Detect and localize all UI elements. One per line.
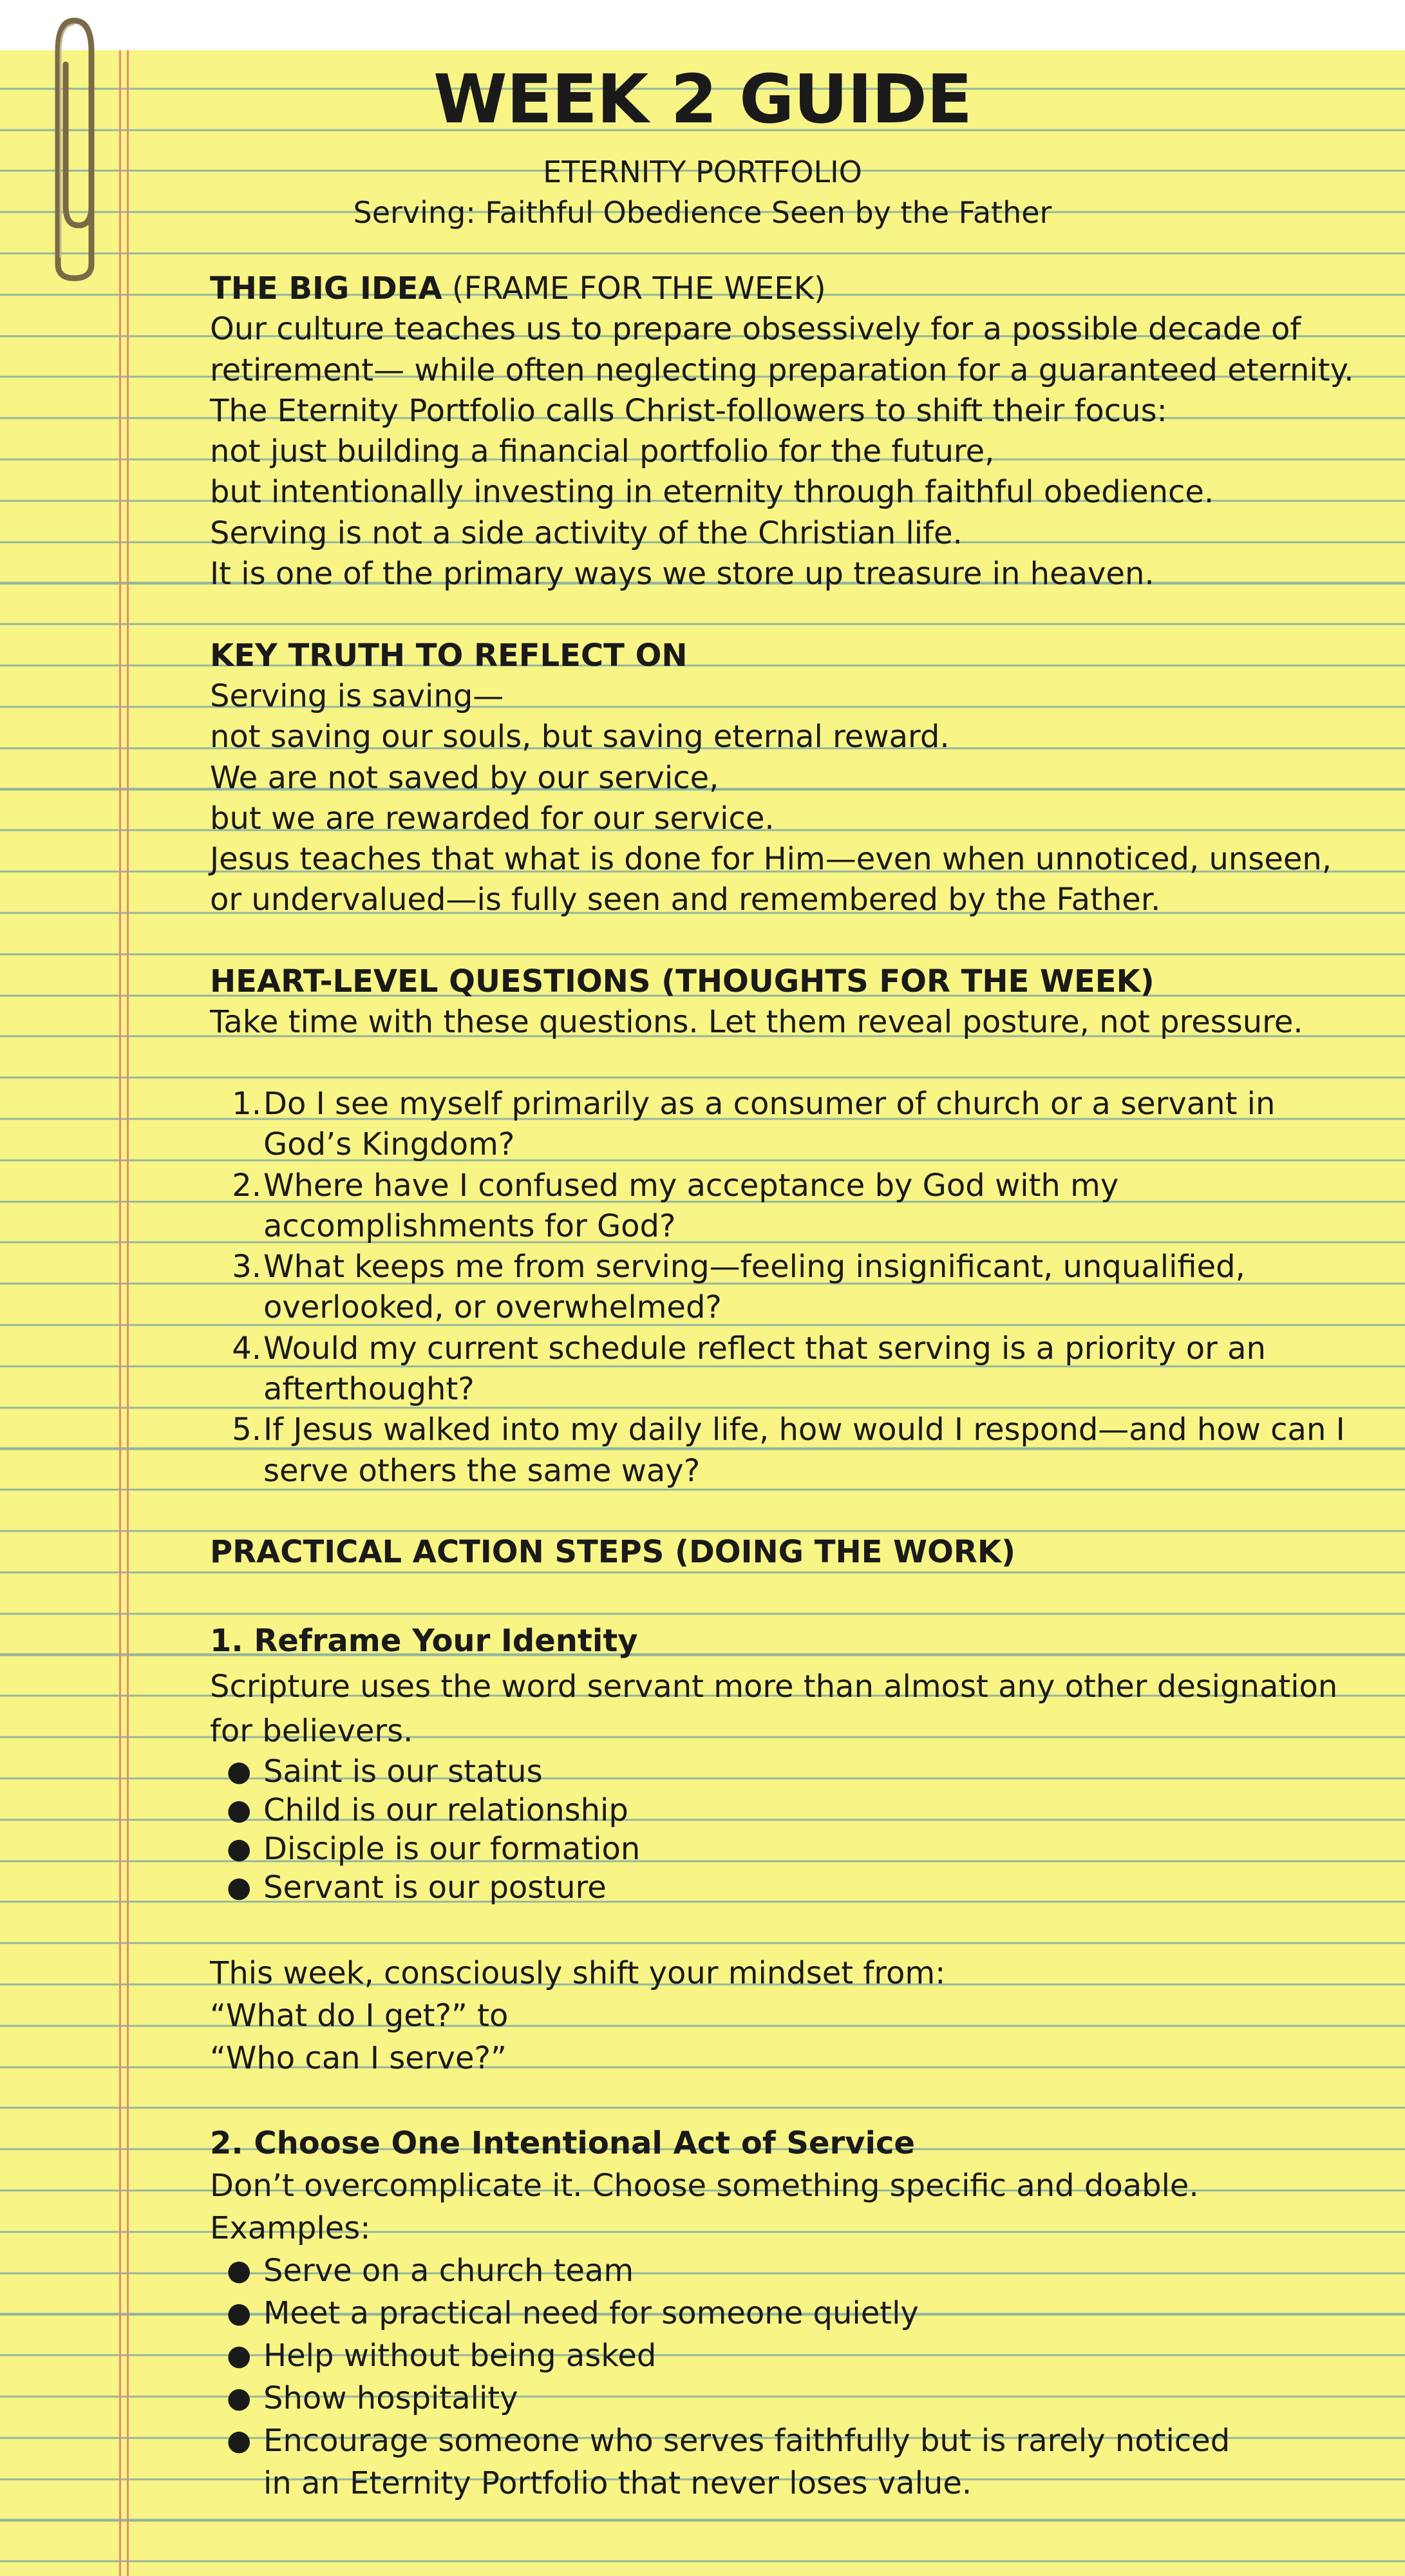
identity-bullet: ● Disciple is our formation — [227, 1830, 641, 1867]
step2-text: Examples: — [210, 2210, 371, 2246]
closing-line: in an Eternity Portfolio that never loses value. — [263, 2465, 972, 2501]
big-idea-heading: THE BIG IDEA (FRAME FOR THE WEEK) — [210, 270, 826, 307]
example-bullet: ● Encourage someone who serves faithfully but is rarely noticed — [227, 2422, 1231, 2459]
step1-text: for believers. — [210, 1712, 413, 1749]
actions-heading: PRACTICAL ACTION STEPS (DOING THE WORK) — [210, 1534, 1015, 1571]
question-item: 3. What keeps me from serving—feeling insignificant, unqualified, overlooked, or overwhelmed? — [232, 1249, 1245, 1326]
question-item: 4. Would my current schedule reflect that serving is a priority or an afterthought? — [232, 1330, 1266, 1408]
example-bullet: ● Meet a practical need for someone quietly — [227, 2295, 919, 2331]
mindset-text: “Who can I serve?” — [210, 2040, 507, 2076]
questions-intro: Take time with these questions. Let them reveal posture, not pressure. — [210, 1004, 1303, 1041]
step1-text: Scripture uses the word servant more than almost any other designation — [210, 1668, 1338, 1705]
mindset-text: “What do I get?” to — [210, 1997, 509, 2034]
question-item: 1. Do I see myself primarily as a consumer of church or a servant in God’s Kingdom? — [232, 1085, 1276, 1163]
big-idea-line: The Eternity Portfolio calls Christ-followers to shift their focus: — [210, 392, 1167, 429]
question-item: 5. If Jesus walked into my daily life, how would I respond—and how can I serve others the same way? — [232, 1412, 1345, 1489]
paperclip-icon — [39, 13, 103, 283]
example-bullet: ● Serve on a church team — [227, 2252, 634, 2289]
identity-bullet: ● Saint is our status — [227, 1753, 543, 1790]
margin-line — [119, 50, 121, 2576]
step2-text: Don’t overcomplicate it. Choose something specific and doable. — [210, 2167, 1199, 2204]
subtitle: ETERNITY PORTFOLIO — [543, 155, 862, 189]
big-idea-line: retirement— while often neglecting preparation for a guaranteed eternity. — [210, 352, 1354, 388]
big-idea-line: not just building a financial portfolio for the future, — [210, 433, 995, 470]
big-idea-line: It is one of the primary ways we store up treasure in heaven. — [210, 556, 1155, 592]
key-truth-line: not saving our souls, but saving eternal reward. — [210, 719, 950, 755]
page-title: WEEK 2 GUIDE — [433, 60, 972, 138]
identity-bullet: ● Servant is our posture — [227, 1869, 607, 1906]
big-idea-line: Serving is not a side activity of the Christian life. — [210, 515, 963, 551]
guide-content — [210, 269, 1369, 2505]
subtitle-topic: Serving: Faithful Obedience Seen by the Father — [353, 195, 1052, 230]
key-truth-line: or undervalued—is fully seen and remembered by the Father. — [210, 882, 1161, 918]
example-bullet: ● Show hospitality — [227, 2380, 518, 2416]
big-idea-line: Our culture teaches us to prepare obsessively for a possible decade of — [210, 311, 1301, 348]
margin-line — [127, 50, 129, 2576]
key-truth-line: We are not saved by our service, — [210, 759, 719, 796]
key-truth-line: but we are rewarded for our service. — [210, 800, 775, 837]
step1-heading: 1. Reframe Your Identity — [210, 1622, 638, 1659]
big-idea-line: but intentionally investing in eternity through faithful obedience. — [210, 474, 1214, 511]
key-truth-heading: KEY TRUTH TO REFLECT ON — [210, 637, 688, 674]
example-bullet: ● Help without being asked — [227, 2337, 657, 2374]
step2-heading: 2. Choose One Intentional Act of Service — [210, 2125, 915, 2161]
question-item: 2. Where have I confused my acceptance by God with my accomplishments for God? — [232, 1167, 1119, 1244]
key-truth-line: Jesus teaches that what is done for Him—even when unnoticed, unseen, — [210, 841, 1332, 878]
key-truth-line: Serving is saving— — [210, 677, 504, 714]
identity-bullet: ● Child is our relationship — [227, 1792, 628, 1828]
questions-heading: HEART-LEVEL QUESTIONS (THOUGHTS FOR THE WEEK) — [210, 963, 1155, 1000]
mindset-text: This week, consciously shift your mindset from: — [210, 1955, 946, 1991]
